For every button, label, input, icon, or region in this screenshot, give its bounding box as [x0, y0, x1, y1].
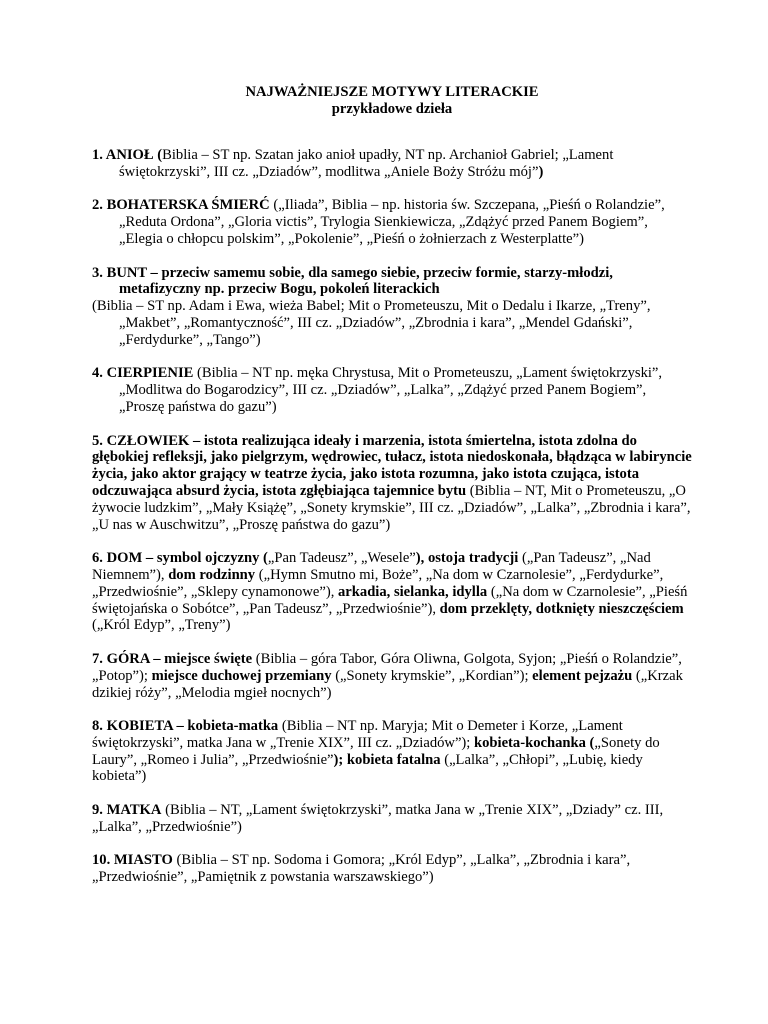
motif-text: („Na dom w Czarnolesie”, „Pieśń świętojańska o Sobótce”, „Pan Tadeusz”, „Przedwiośnie”),	[92, 583, 688, 617]
motif-entry	[92, 147, 692, 181]
motif-text: („Krzak dzikiej róży”, „Melodia mgieł nocnych”)	[92, 667, 683, 701]
motif-term: 6. DOM – symbol ojczyzny (	[92, 550, 268, 567]
motif-entry	[92, 852, 692, 886]
motif-term: miejsce duchowej przemiany	[151, 667, 332, 684]
motif-term: ); kobieta fatalna	[333, 751, 441, 768]
motif-text: (Biblia – NT np. męka Chrystusa, Mit o Prometeuszu, „Lament świętokrzyski”, „Modlitwa do Bogarodzicy”, III cz. „Dziadów”, „Lalka”, „Zdążyć przed Panem Bogiem”, „Proszę państwa do gazu”)	[119, 365, 663, 415]
motif-entry	[92, 197, 692, 247]
motif-entry	[92, 265, 692, 349]
motif-heading: 3. BUNT – przeciw samemu sobie, dla samego siebie, przeciw formie, starzy-młodzi, metafizyczny np. przeciw Bogu, pokoleń literackich	[92, 264, 613, 298]
document-subtitle: przykładowe dzieła	[331, 101, 453, 117]
motif-text: („Król Edyp”, „Treny”)	[92, 617, 231, 634]
motif-term: 1. ANIOŁ (	[92, 147, 163, 163]
motif-text: („Lalka”, „Chłopi”, „Lubię, kiedy kobieta”)	[92, 751, 643, 785]
motif-text: (Biblia – ST np. Sodoma i Gomora; „Król Edyp”, „Lalka”, „Zbrodnia i kara”, „Przedwiośnie”, „Pamiętnik z powstania warszawskiego”)	[92, 852, 631, 886]
motif-text: („Hymn Smutno mi, Boże”, „Na dom w Czarnolesie”, „Ferdydurke”, „Przedwiośnie”, „Sklepy cynamonowe”),	[92, 566, 664, 600]
motif-term: 5. CZŁOWIEK – istota realizująca ideały i marzenia, istota śmiertelna, istota zdolna do głębokiej refleksji, jako pielgrzym, wędrowiec, tułacz, istota niedoskonała, błądząca w labiryncie życia, jako aktor grający w teatrze życia, jako istota rozumna, jako istota czująca, istota odczuwająca absurd życia, istota zgłębiająca tajemnice bytu	[92, 432, 692, 499]
motif-term: ), ostoja tradycji	[415, 550, 519, 567]
motif-text: („Pan Tadeusz”, „Nad Niemnem”),	[92, 550, 651, 583]
document-title: NAJWAŻNIEJSZE MOTYWY LITERACKIE	[245, 84, 539, 100]
motif-text: (Biblia – góra Tabor, Góra Oliwna, Golgota, Syjon; „Pieśń o Rolandzie”, „Potop”);	[92, 650, 682, 684]
motif-text: Biblia – ST np. Szatan jako anioł upadły, NT np. Archanioł Gabriel; „Lament świętokrzyski”, III cz. „Dziadów”, modlitwa „Aniele Boży Stróżu mój”	[119, 147, 614, 180]
motif-entry	[92, 718, 692, 785]
motif-text: („Iliada”, Biblia – np. historia św. Szczepana, „Pieśń o Rolandzie”, „Reduta Ordona”, „Gloria victis”, Trylogia Sienkiewicza, „Zdążyć przed Panem Bogiem”, „Elegia o chłopcu polskim”, „Pokolenie”, „Pieśń o żołnierzach z Westerplatte”)	[119, 197, 665, 247]
motif-entry	[92, 550, 692, 634]
motif-term: 4. CIERPIENIE	[92, 365, 194, 382]
motif-term: dom rodzinny	[168, 566, 256, 583]
motif-text: „Sonety do Laury”, „Romeo i Julia”, „Przedwiośnie”	[92, 734, 660, 768]
motif-text: „Pan Tadeusz”, „Wesele”	[267, 550, 416, 567]
motif-text: (Biblia – NT np. Maryja; Mit o Demeter i Korze, „Lament świętokrzyski”, matka Jana w „Trenie XIX”, III cz. „Dziadów”);	[92, 718, 623, 751]
motif-text: (Biblia – NT, Mit o Prometeuszu, „O żywocie ludzkim”, „Mały Książę”, „Sonety krymskie”, III cz. „Dziadów”, „Lalka”, „Zbrodnia i kara”, „U nas w Auschwitzu”, „Proszę państwa do gazu”)	[92, 482, 691, 533]
motif-examples: (Biblia – ST np. Adam i Ewa, wieża Babel; Mit o Prometeuszu, Mit o Dedalu i Ikarze, „Treny”, „Makbet”, „Romantyczność”, III cz. „Dziadów”, „Zbrodnia i kara”, „Mendel Gdański”, „Ferdydurke”, „Tango”)	[92, 298, 651, 348]
motif-term: arkadia, sielanka, idylla	[338, 583, 488, 600]
motif-term: 9. MATKA	[92, 802, 162, 819]
motif-entry	[92, 365, 692, 415]
motif-term: )	[538, 163, 544, 180]
motif-list	[92, 147, 692, 886]
motif-text: („Sonety krymskie”, „Kordian”);	[331, 667, 533, 684]
motif-text: (Biblia – NT, „Lament świętokrzyski”, matka Jana w „Trenie XIX”, „Dziady” cz. III, „Lalka”, „Przedwiośnie”)	[92, 802, 664, 835]
motif-term: 8. KOBIETA – kobieta-matka	[92, 718, 279, 735]
motif-entry	[92, 651, 692, 701]
motif-entry	[92, 433, 692, 534]
document-page	[92, 84, 692, 903]
motif-term: element pejzażu	[532, 667, 633, 684]
motif-term: 10. MIASTO	[92, 852, 173, 869]
motif-term: kobieta-kochanka (	[474, 734, 595, 751]
motif-term: dom przeklęty, dotknięty nieszczęściem	[439, 600, 684, 617]
motif-term: 7. GÓRA – miejsce święte	[92, 650, 253, 667]
motif-term: 2. BOHATERSKA ŚMIERĆ	[92, 197, 270, 214]
motif-entry	[92, 802, 692, 836]
